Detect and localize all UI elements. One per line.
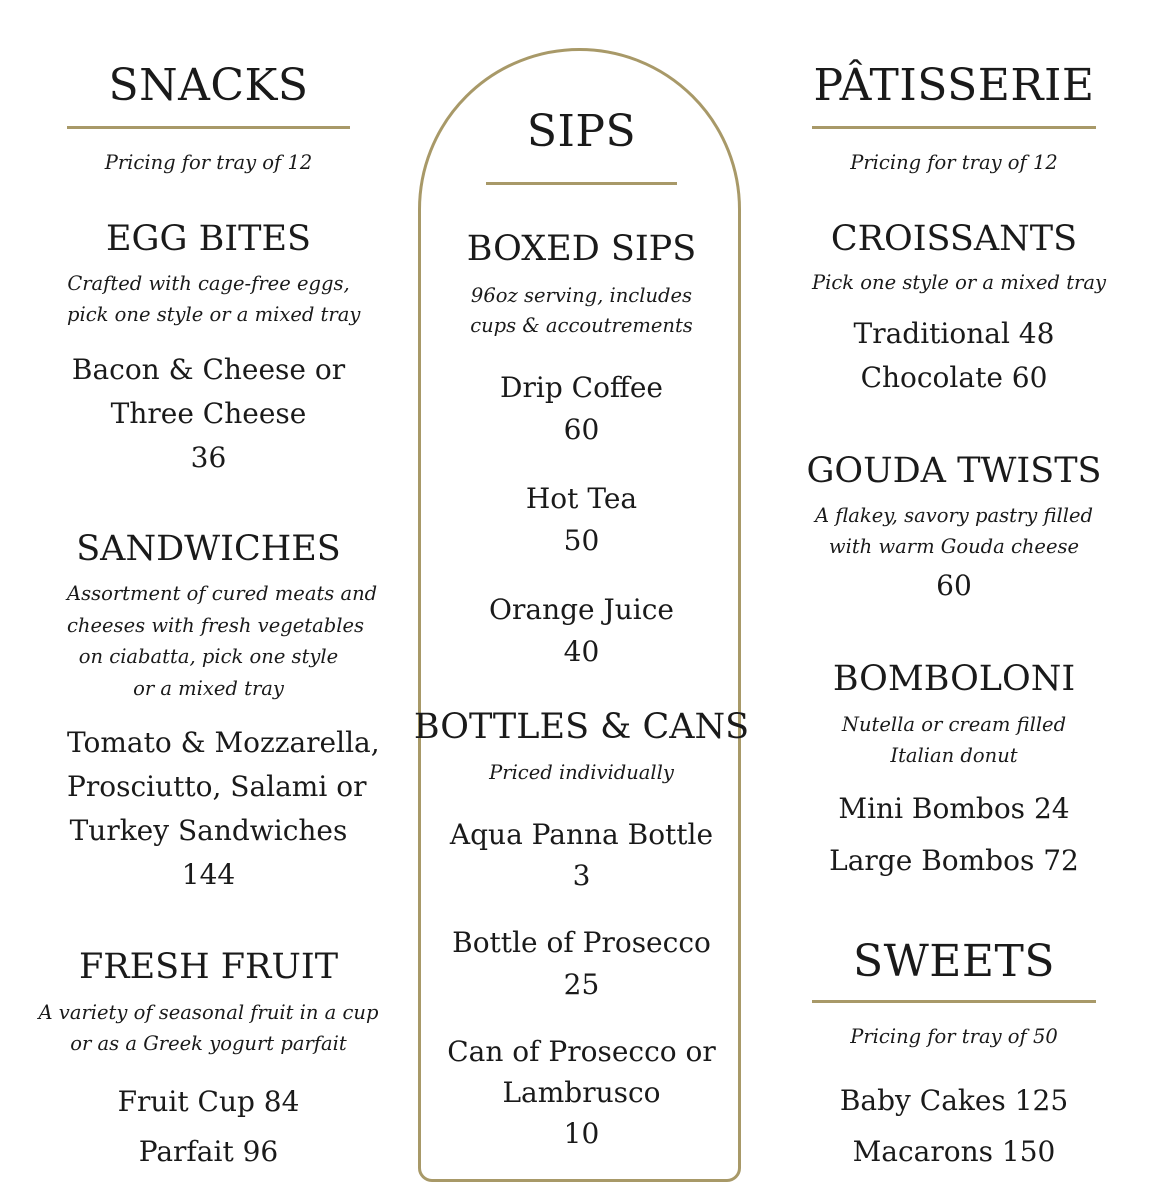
bottles-cans-desc: Priced individually: [489, 761, 674, 784]
sandwiches-title: SANDWICHES: [76, 529, 341, 569]
sandwiches-item-2: Prosciutto, Salami or: [67, 770, 367, 803]
sweets-item-2: Macarons 150: [852, 1135, 1056, 1168]
can-prosecco-price: 10: [563, 1117, 600, 1150]
bomboloni-item-1: Mini Bombos 24: [838, 792, 1070, 825]
snacks-pricing-note: Pricing for tray of 12: [104, 151, 313, 174]
sandwiches-item-3: Turkey Sandwiches: [69, 814, 348, 847]
sandwiches-desc-2: cheeses with fresh vegetables: [67, 614, 364, 637]
sandwiches-desc-3: on ciabatta, pick one style: [78, 645, 339, 668]
gouda-twists-title: GOUDA TWISTS: [806, 451, 1102, 491]
sandwiches-desc-4: or a mixed tray: [133, 677, 284, 700]
can-prosecco-name-1: Can of Prosecco or: [447, 1035, 716, 1068]
gouda-twists-desc-1: A flakey, savory pastry filled: [814, 504, 1093, 527]
aqua-panna-name: Aqua Panna Bottle: [449, 818, 714, 851]
fresh-fruit-item-2: Parfait 96: [138, 1135, 279, 1168]
sweets-pricing-note: Pricing for tray of 50: [850, 1025, 1058, 1048]
orange-juice-name: Orange Juice: [489, 593, 674, 626]
bottle-prosecco-price: 25: [563, 968, 600, 1001]
bottles-cans-title: BOTTLES & CANS: [413, 707, 750, 747]
sips-title: SIPS: [526, 106, 637, 157]
sweets-title: SWEETS: [852, 936, 1056, 987]
egg-bites-item-2: Three Cheese: [110, 397, 307, 430]
bomboloni-title: BOMBOLONI: [832, 659, 1076, 699]
hot-tea-name: Hot Tea: [525, 482, 638, 515]
sandwiches-price: 144: [181, 858, 236, 891]
snacks-divider: [67, 126, 350, 129]
fresh-fruit-title: FRESH FRUIT: [78, 947, 339, 987]
bomboloni-desc-1: Nutella or cream filled: [841, 713, 1067, 736]
snacks-title: SNACKS: [108, 60, 309, 111]
egg-bites-desc-2: pick one style or a mixed tray: [67, 303, 361, 326]
croissants-item-2: Chocolate 60: [860, 361, 1048, 394]
patisserie-divider: [812, 126, 1096, 129]
egg-bites-price: 36: [190, 441, 227, 474]
patisserie-pricing-note: Pricing for tray of 12: [850, 151, 1058, 174]
boxed-sips-desc-2: cups & accoutrements: [470, 314, 693, 337]
patisserie-title: PÂTISSERIE: [813, 60, 1095, 111]
croissants-desc: Pick one style or a mixed tray: [812, 271, 1106, 294]
drip-coffee-price: 60: [563, 413, 600, 446]
bomboloni-desc-2: Italian donut: [890, 744, 1018, 767]
sandwiches-desc-1: Assortment of cured meats and: [67, 582, 378, 605]
sweets-divider: [812, 1000, 1096, 1003]
croissants-item-1: Traditional 48: [853, 317, 1055, 350]
hot-tea-price: 50: [563, 524, 600, 557]
sips-divider: [486, 182, 677, 185]
egg-bites-item-1: Bacon & Cheese or: [71, 353, 346, 386]
bottle-prosecco-name: Bottle of Prosecco: [452, 926, 711, 959]
croissants-title: CROISSANTS: [830, 219, 1078, 259]
gouda-twists-desc-2: with warm Gouda cheese: [828, 535, 1080, 558]
can-prosecco-name-2: Lambrusco: [502, 1076, 661, 1109]
drip-coffee-name: Drip Coffee: [500, 371, 663, 404]
orange-juice-price: 40: [563, 635, 600, 668]
boxed-sips-title: BOXED SIPS: [466, 229, 697, 269]
fresh-fruit-desc-1: A variety of seasonal fruit in a cup: [38, 1001, 379, 1024]
bomboloni-item-2: Large Bombos 72: [829, 844, 1079, 877]
boxed-sips-desc-1: 96oz serving, includes: [470, 284, 693, 307]
fresh-fruit-desc-2: or as a Greek yogurt parfait: [70, 1032, 347, 1055]
egg-bites-desc-1: Crafted with cage-free eggs,: [67, 272, 350, 295]
sweets-item-1: Baby Cakes 125: [839, 1084, 1069, 1117]
sandwiches-item-1: Tomato & Mozzarella,: [67, 726, 380, 759]
fresh-fruit-item-1: Fruit Cup 84: [117, 1085, 300, 1118]
egg-bites-title: EGG BITES: [105, 219, 311, 259]
gouda-twists-price: 60: [936, 569, 972, 602]
aqua-panna-price: 3: [572, 859, 591, 892]
